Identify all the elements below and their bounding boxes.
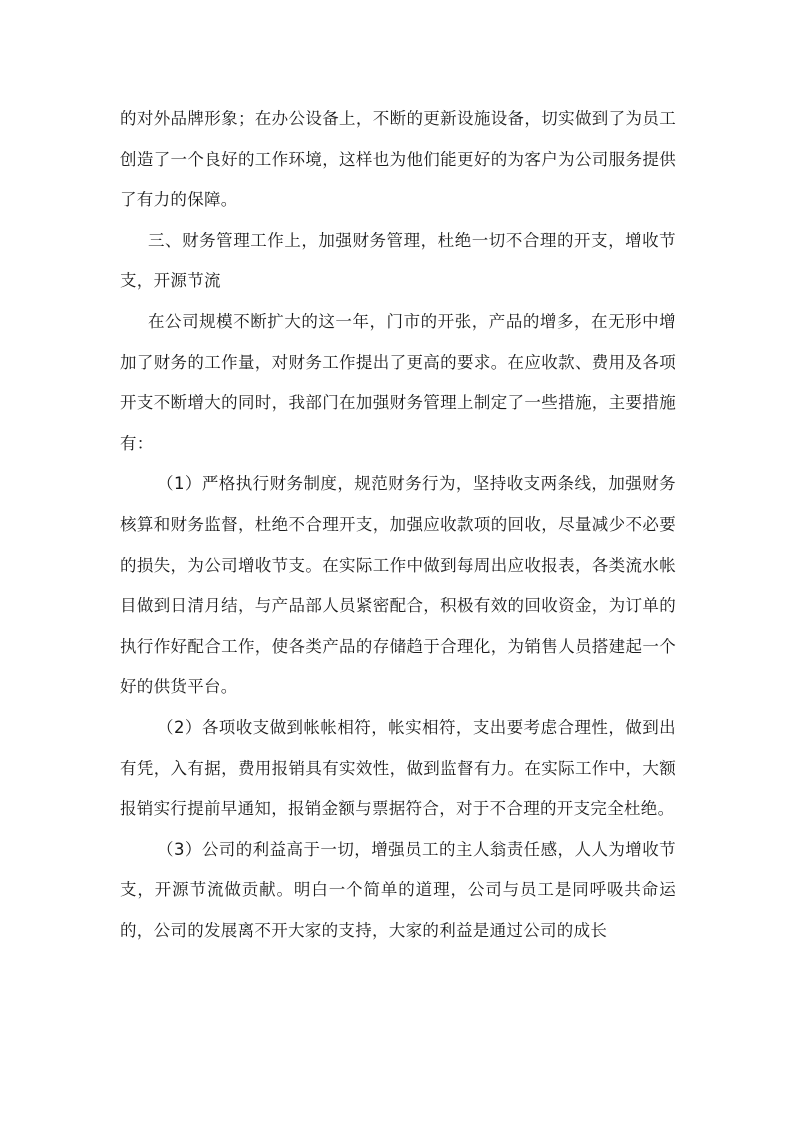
section-heading-finance: 三、财务管理工作上，加强财务管理，杜绝一切不合理的开支，增收节支，开源节流 (120, 230, 676, 291)
document-body (120, 99, 676, 951)
paragraph-measure-1: （1）严格执行财务制度，规范财务行为，坚持收支两条线，加强财务核算和财务监督，杜绝不合理开支，加强应收款项的回收，尽量减少不必要的损失，为公司增收节支。在实际工作中做到每周出应收报表，各类流水帐目做到日清月结，与产品部人员紧密配合，积极有效的回收资金，为订单的执行作好配合工作，使各类产品的存储趋于合理化，为销售人员搭建起一个好的供货平台。 (120, 474, 676, 697)
paragraph-measure-3: （3）公司的利益高于一切，增强员工的主人翁责任感，人人为增收节支，开源节流做贡献。明白一个简单的道理，公司与员工是同呼吸共命运的，公司的发展离不开大家的支持，大家的利益是通过公司的成长 (120, 839, 676, 940)
paragraph-finance-intro: 在公司规模不断扩大的这一年，门市的开张，产品的增多，在无形中增加了财务的工作量，对财务工作提出了更高的要求。在应收款、费用及各项开支不断增大的同时，我部门在加强财务管理上制定了一些措施，主要措施有： (120, 311, 676, 453)
paragraph-continuation: 的对外品牌形象；在办公设备上，不断的更新设施设备，切实做到了为员工创造了一个良好的工作环境，这样也为他们能更好的为客户为公司服务提供了有力的保障。 (120, 109, 676, 210)
paragraph-measure-2: （2）各项收支做到帐帐相符，帐实相符，支出要考虑合理性，做到出有凭，入有据，费用报销具有实效性，做到监督有力。在实际工作中，大额报销实行提前早通知，报销金额与票据符合，对于不合理的开支完全杜绝。 (120, 717, 676, 819)
